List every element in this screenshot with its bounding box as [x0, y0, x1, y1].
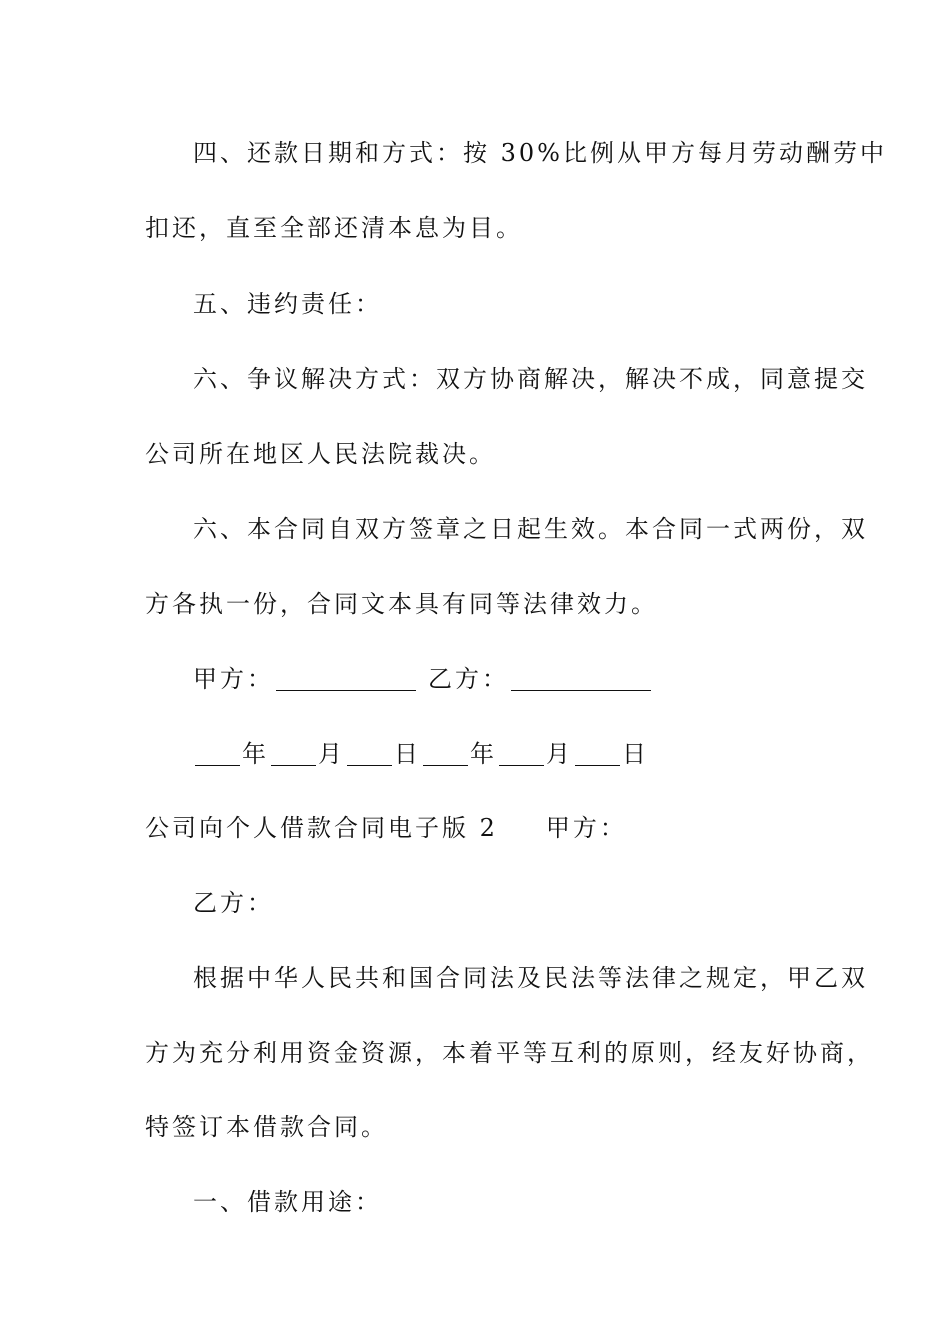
clause-effect-line-1: 六、本合同自双方签章之日起生效。本合同一式两份，双	[193, 515, 868, 543]
clause-dispute-line-2: 公司所在地区人民法院裁决。	[145, 440, 496, 468]
year-blank-2	[423, 741, 468, 766]
day-label-2: 日	[622, 740, 649, 768]
preamble-line-2: 方为充分利用资金资源，本着平等互利的原则，经友好协商，	[145, 1039, 874, 1067]
month-label: 月	[318, 740, 345, 768]
day-label: 日	[394, 740, 421, 768]
party-a-blank	[276, 666, 416, 691]
party-b-blank	[511, 666, 651, 691]
second-party-a-label: 甲方：	[545, 814, 627, 842]
second-contract-heading	[145, 812, 627, 844]
year-label: 年	[242, 740, 269, 768]
second-party-b-label: 乙方：	[193, 889, 274, 917]
party-a-label: 甲方：	[193, 665, 274, 693]
clause-repayment-line-2: 扣还，直至全部还清本息为目。	[145, 214, 523, 242]
day-blank	[347, 741, 392, 766]
clause-effect-line-2: 方各执一份，合同文本具有同等法律效力。	[145, 590, 658, 618]
year-label-2: 年	[470, 740, 497, 768]
party-b-label: 乙方：	[428, 665, 509, 693]
preamble-line-1: 根据中华人民共和国合同法及民法等法律之规定，甲乙双	[193, 964, 868, 992]
month-label-2: 月	[546, 740, 573, 768]
clause-breach: 五、违约责任：	[193, 290, 382, 318]
day-blank-2	[575, 741, 620, 766]
clause-repayment-line-1: 四、还款日期和方式：按 30%比例从甲方每月劳动酬劳中	[193, 139, 887, 167]
year-blank	[195, 741, 240, 766]
clause-dispute-line-1: 六、争议解决方式：双方协商解决，解决不成，同意提交	[193, 365, 868, 393]
signature-line	[193, 662, 653, 695]
month-blank	[271, 741, 316, 766]
contract-title: 公司向个人借款合同电子版 2	[145, 814, 498, 842]
clause-loan-purpose: 一、借款用途：	[193, 1188, 382, 1216]
preamble-line-3: 特签订本借款合同。	[145, 1113, 388, 1141]
date-line	[193, 737, 649, 770]
month-blank-2	[499, 741, 544, 766]
